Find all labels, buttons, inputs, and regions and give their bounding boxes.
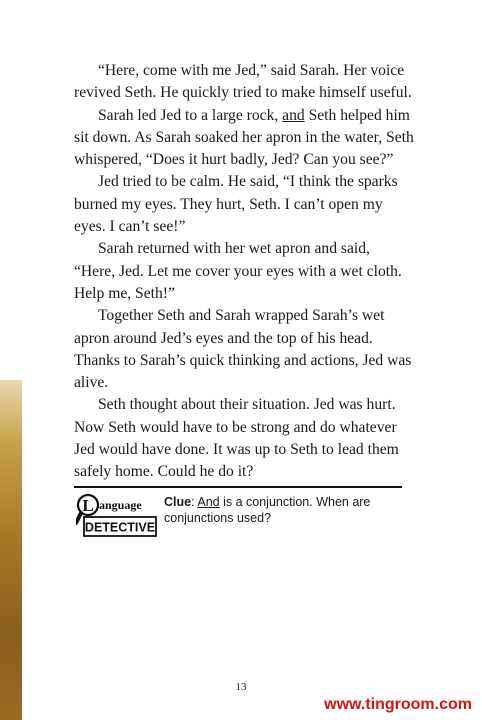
clue-question: is a conjunction. When are conjunctions used? — [164, 495, 371, 525]
watermark: www.tingroom.com — [324, 696, 472, 713]
underlined-and: and — [282, 106, 305, 124]
paragraph-5: Together Seth and Sarah wrapped Sarah’s wet apron around Jed’s eyes and the top of his head. Thanks to Sarah’s quick thinking and actions, Jed was alive. — [74, 307, 412, 392]
paragraph-1: “Here, come with me Jed,” said Sarah. Her voice revived Seth. He quickly tried to make himself useful. — [74, 62, 412, 102]
logo-letter: L — [82, 496, 94, 515]
paragraph-2 — [74, 105, 414, 172]
paragraph-3: Jed tried to be calm. He said, “I think the sparks burned my eyes. They hurt, Seth. I can’t open my eyes. I can’t see!” — [74, 173, 398, 236]
language-detective-logo — [76, 493, 158, 539]
paragraph-2-end: Seth helped him sit down. As Sarah soaked her apron in the water, Seth whispered, “Does it hurt badly, Jed? Can you see?” — [74, 106, 414, 169]
magnifier-handle-icon — [76, 513, 81, 523]
page-number: 13 — [235, 681, 247, 693]
clue-colon: : — [191, 495, 198, 509]
story-text — [74, 60, 414, 484]
clue-word: And — [197, 495, 220, 509]
logo-word-language: anguage — [99, 498, 142, 512]
decorative-side-strip — [0, 380, 22, 720]
clue-label: Clue — [164, 495, 192, 509]
paragraph-4: Sarah returned with her wet apron and said, “Here, Jed. Let me cover your eyes with a wet cloth. Help me, Seth!” — [74, 240, 402, 302]
clue-divider — [74, 486, 402, 488]
logo-word-detective: DETECTIVE — [84, 520, 156, 535]
paragraph-6: Seth thought about their situation. Jed was hurt. Now Seth would have to be strong and do whatever Jed would have done. It was up to Seth to lead them safely home. Could he do it? — [74, 396, 399, 481]
clue-text — [164, 494, 404, 526]
paragraph-2-start: Sarah led Jed to a large rock, — [98, 106, 283, 124]
